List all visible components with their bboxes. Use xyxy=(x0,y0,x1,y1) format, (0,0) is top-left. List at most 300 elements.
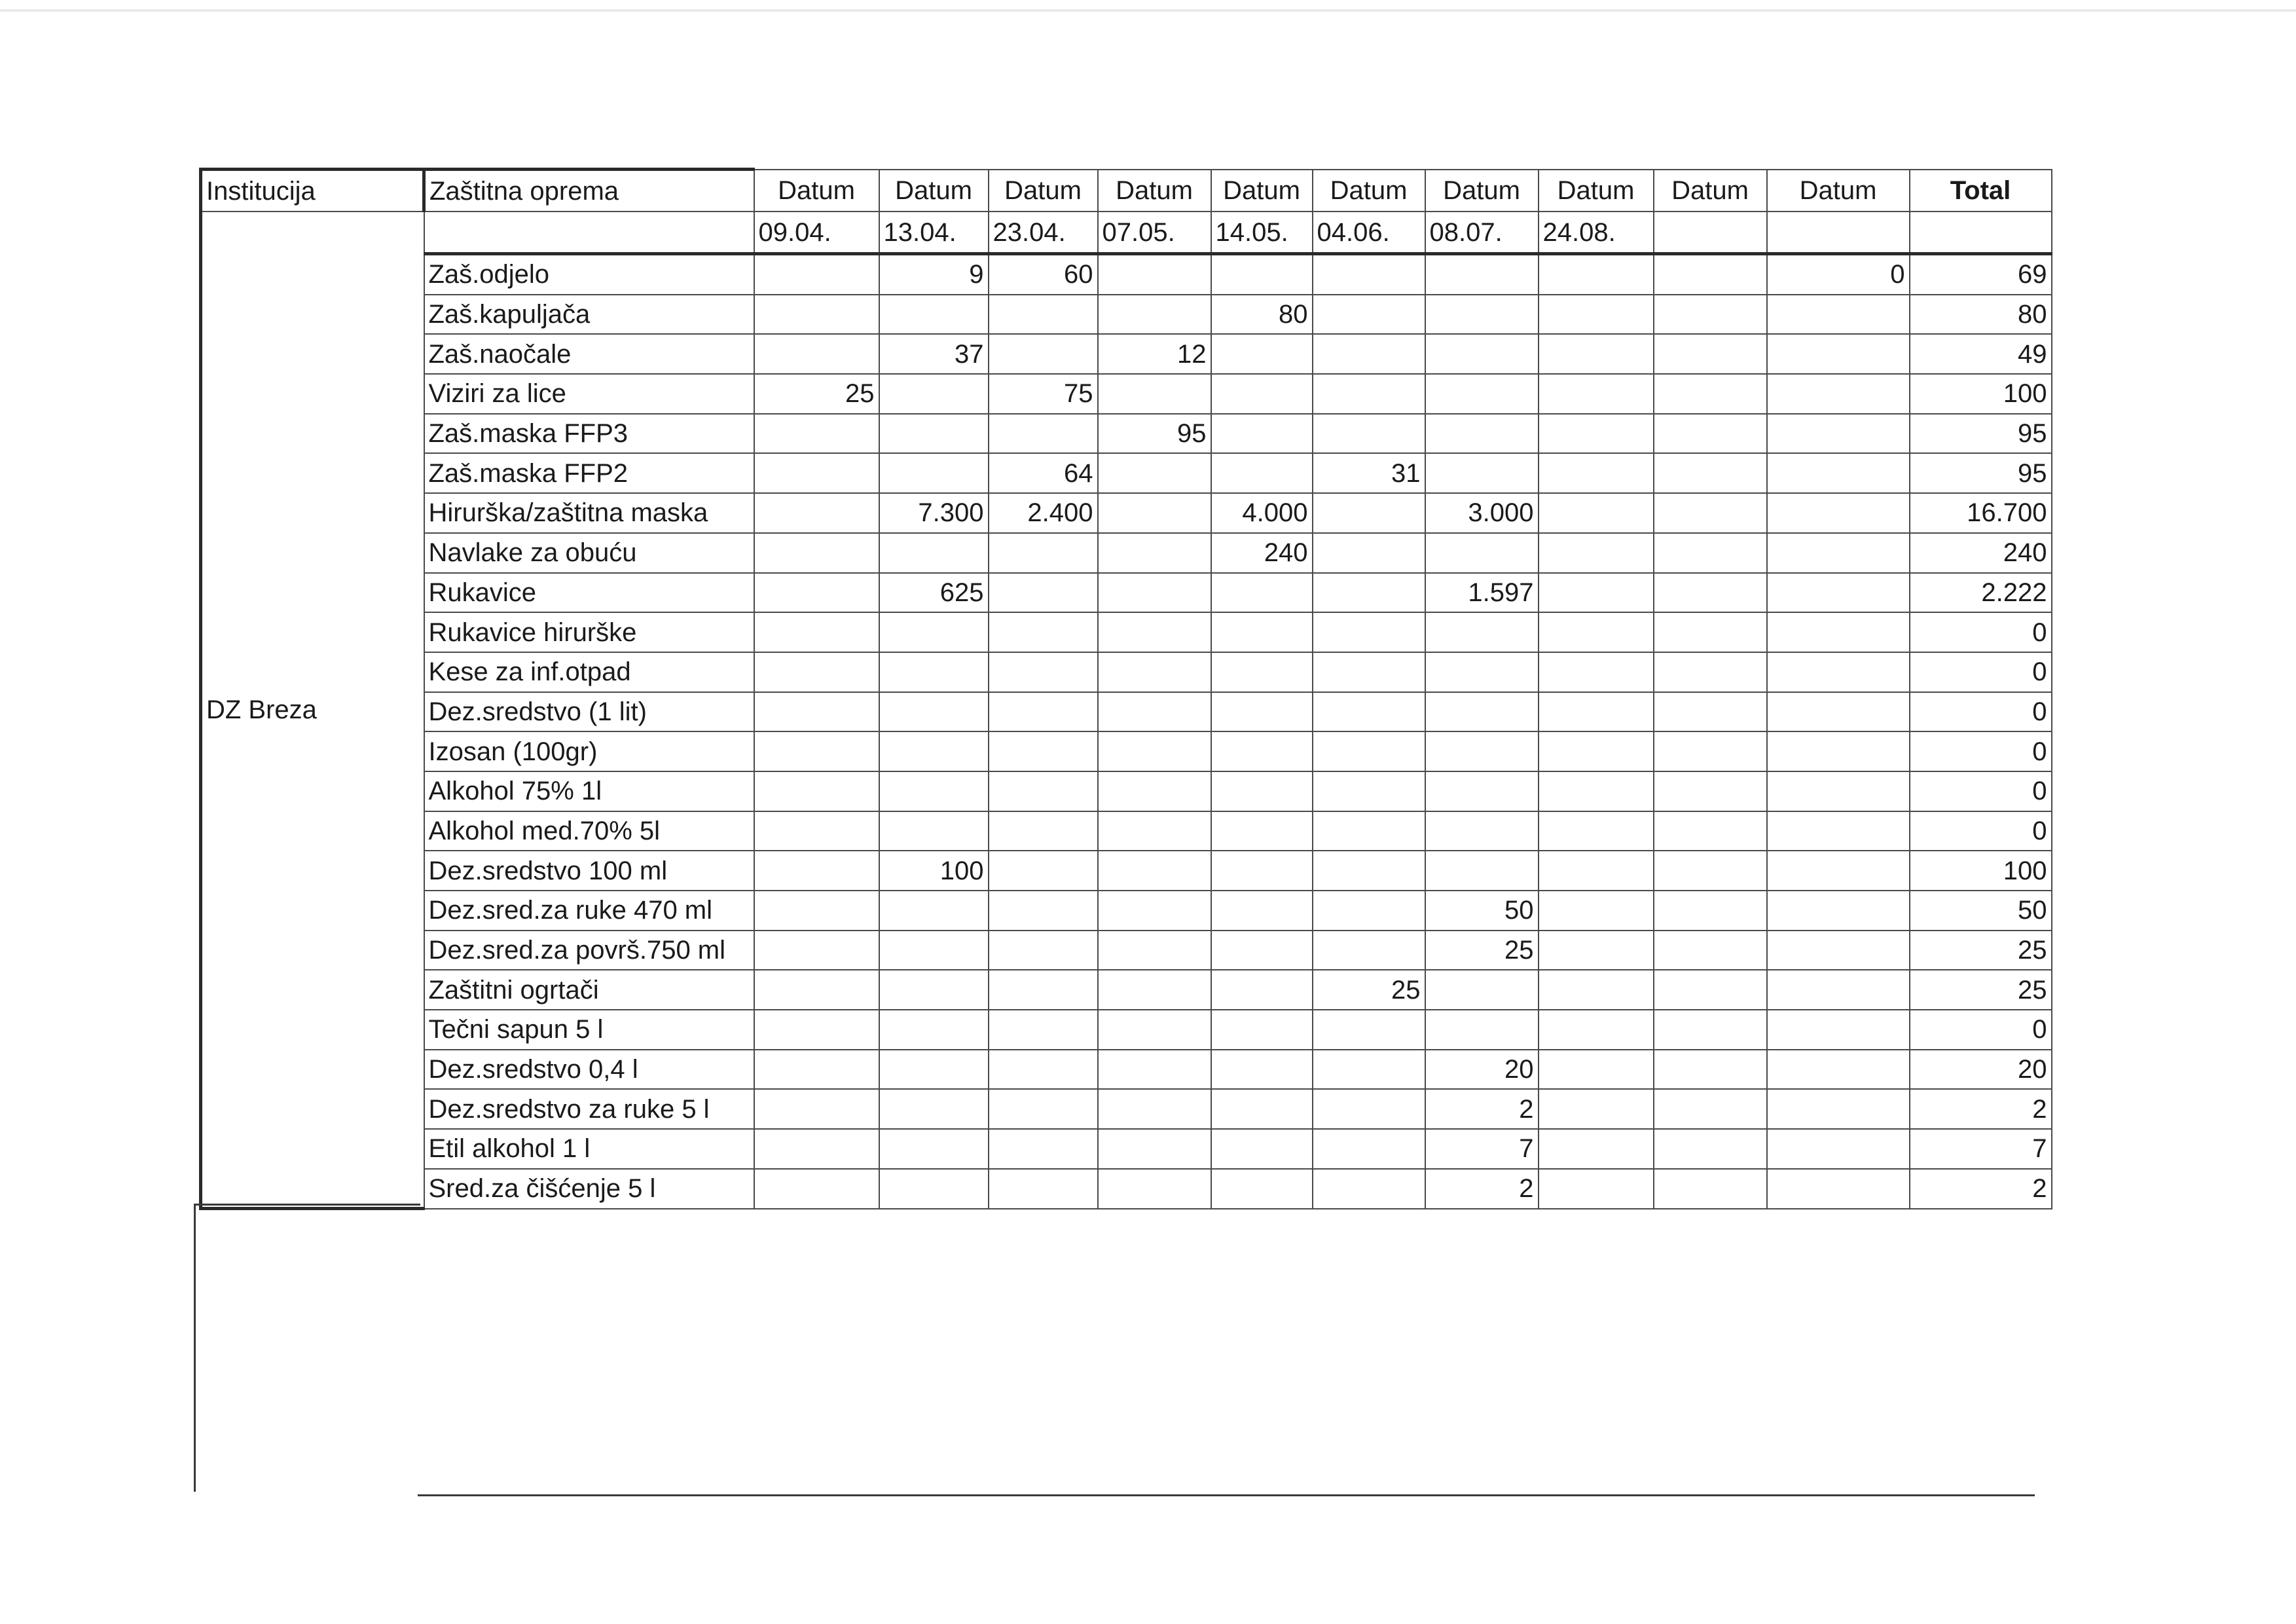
quantity-cell xyxy=(1539,1169,1654,1209)
date-header: Datum xyxy=(1211,170,1313,212)
quantity-cell xyxy=(1425,374,1539,414)
quantity-cell xyxy=(1539,811,1654,851)
table-row xyxy=(201,612,2052,652)
quantity-cell xyxy=(1313,891,1425,931)
equipment-table xyxy=(199,168,2052,1210)
quantity-cell xyxy=(879,1089,989,1129)
quantity-cell xyxy=(1654,573,1767,613)
quantity-cell xyxy=(1425,851,1539,891)
table-row xyxy=(201,771,2052,811)
quantity-cell: 25 xyxy=(1425,931,1539,970)
total-cell: 69 xyxy=(1910,254,2052,295)
quantity-cell xyxy=(1098,1169,1211,1209)
quantity-cell xyxy=(1767,1129,1910,1169)
quantity-cell xyxy=(1211,692,1313,732)
date-header: Datum xyxy=(989,170,1098,212)
quantity-cell: 625 xyxy=(879,573,989,613)
quantity-cell: 3.000 xyxy=(1425,493,1539,533)
quantity-cell xyxy=(989,1129,1098,1169)
quantity-cell: 64 xyxy=(989,453,1098,493)
date-value: 24.08. xyxy=(1539,212,1654,254)
total-cell: 0 xyxy=(1910,811,2052,851)
quantity-cell xyxy=(879,652,989,692)
quantity-cell xyxy=(1098,652,1211,692)
quantity-cell xyxy=(1767,1089,1910,1129)
date-header: Datum xyxy=(1098,170,1211,212)
equipment-name: Zaš.kapuljača xyxy=(424,295,754,335)
quantity-cell xyxy=(989,295,1098,335)
quantity-cell xyxy=(879,533,989,573)
equipment-name: Kese za inf.otpad xyxy=(424,652,754,692)
quantity-cell xyxy=(1211,811,1313,851)
quantity-cell xyxy=(1539,652,1654,692)
quantity-cell xyxy=(754,533,879,573)
quantity-cell xyxy=(1767,612,1910,652)
quantity-cell xyxy=(1098,931,1211,970)
table-row xyxy=(201,851,2052,891)
quantity-cell: 100 xyxy=(879,851,989,891)
total-cell: 2 xyxy=(1910,1089,2052,1129)
quantity-cell: 37 xyxy=(879,334,989,374)
total-cell: 100 xyxy=(1910,851,2052,891)
quantity-cell xyxy=(1539,493,1654,533)
quantity-cell xyxy=(989,1050,1098,1090)
quantity-cell xyxy=(1539,374,1654,414)
quantity-cell xyxy=(1767,931,1910,970)
quantity-cell xyxy=(1425,811,1539,851)
quantity-cell xyxy=(989,414,1098,454)
quantity-cell xyxy=(1654,851,1767,891)
quantity-cell: 4.000 xyxy=(1211,493,1313,533)
equipment-name: Zaš.maska FFP2 xyxy=(424,453,754,493)
table-row xyxy=(201,811,2052,851)
total-cell: 95 xyxy=(1910,453,2052,493)
total-cell: 80 xyxy=(1910,295,2052,335)
quantity-cell xyxy=(1654,374,1767,414)
equipment-name: Alkohol 75% 1l xyxy=(424,771,754,811)
left-border-line xyxy=(194,1204,196,1492)
table-row xyxy=(201,731,2052,771)
quantity-cell: 9 xyxy=(879,254,989,295)
quantity-cell xyxy=(989,334,1098,374)
quantity-cell xyxy=(1313,1129,1425,1169)
quantity-cell xyxy=(1098,811,1211,851)
quantity-cell xyxy=(754,731,879,771)
quantity-cell xyxy=(1767,731,1910,771)
quantity-cell xyxy=(754,652,879,692)
table-row xyxy=(201,254,2052,295)
quantity-cell xyxy=(1767,374,1910,414)
table-row xyxy=(201,970,2052,1010)
date-value: 08.07. xyxy=(1425,212,1539,254)
scan-edge-line xyxy=(0,9,2296,12)
quantity-cell xyxy=(754,811,879,851)
quantity-cell xyxy=(1313,1010,1425,1050)
equipment-name: Sred.za čišćenje 5 l xyxy=(424,1169,754,1209)
institution-name: DZ Breza xyxy=(206,695,317,724)
quantity-cell xyxy=(1313,731,1425,771)
quantity-cell xyxy=(1539,970,1654,1010)
equipment-name: Etil alkohol 1 l xyxy=(424,1129,754,1169)
date-header: Datum xyxy=(1539,170,1654,212)
quantity-cell xyxy=(754,1169,879,1209)
equipment-name: Dez.sredstvo 100 ml xyxy=(424,851,754,891)
institution-header: Institucija xyxy=(201,170,424,212)
equipment-subheader xyxy=(424,212,754,254)
quantity-cell xyxy=(1767,692,1910,732)
equipment-name: Zaš.maska FFP3 xyxy=(424,414,754,454)
table-row xyxy=(201,1169,2052,1209)
date-value: 07.05. xyxy=(1098,212,1211,254)
quantity-cell xyxy=(1211,254,1313,295)
quantity-cell xyxy=(1313,493,1425,533)
quantity-cell xyxy=(989,771,1098,811)
quantity-cell xyxy=(879,374,989,414)
quantity-cell xyxy=(1211,1169,1313,1209)
quantity-cell xyxy=(1654,811,1767,851)
quantity-cell xyxy=(989,652,1098,692)
quantity-cell xyxy=(1313,1169,1425,1209)
quantity-cell: 12 xyxy=(1098,334,1211,374)
quantity-cell xyxy=(1539,891,1654,931)
quantity-cell xyxy=(1313,334,1425,374)
quantity-cell xyxy=(754,891,879,931)
quantity-cell xyxy=(754,334,879,374)
date-row xyxy=(201,212,2052,254)
quantity-cell xyxy=(1313,811,1425,851)
quantity-cell xyxy=(989,612,1098,652)
quantity-cell xyxy=(1211,1089,1313,1129)
quantity-cell xyxy=(989,692,1098,732)
quantity-cell xyxy=(1539,851,1654,891)
date-value xyxy=(1654,212,1767,254)
quantity-cell: 25 xyxy=(1313,970,1425,1010)
quantity-cell xyxy=(1313,533,1425,573)
date-header: Datum xyxy=(879,170,989,212)
quantity-cell xyxy=(754,612,879,652)
quantity-cell xyxy=(1098,692,1211,732)
quantity-cell xyxy=(1539,612,1654,652)
quantity-cell xyxy=(1539,692,1654,732)
quantity-cell xyxy=(1211,851,1313,891)
date-value: 14.05. xyxy=(1211,212,1313,254)
quantity-cell xyxy=(1767,295,1910,335)
quantity-cell: 2 xyxy=(1425,1089,1539,1129)
quantity-cell xyxy=(1539,573,1654,613)
date-value: 09.04. xyxy=(754,212,879,254)
quantity-cell: 31 xyxy=(1313,453,1425,493)
quantity-cell xyxy=(1098,1129,1211,1169)
total-cell: 0 xyxy=(1910,652,2052,692)
quantity-cell xyxy=(1211,970,1313,1010)
quantity-cell xyxy=(754,254,879,295)
quantity-cell xyxy=(879,692,989,732)
table-row xyxy=(201,692,2052,732)
quantity-cell xyxy=(989,533,1098,573)
quantity-cell xyxy=(1425,771,1539,811)
quantity-cell xyxy=(1313,254,1425,295)
quantity-cell xyxy=(1539,334,1654,374)
quantity-cell: 1.597 xyxy=(1425,573,1539,613)
table-bottom-line xyxy=(194,1204,420,1206)
table-row xyxy=(201,652,2052,692)
quantity-cell xyxy=(1098,254,1211,295)
quantity-cell xyxy=(1654,254,1767,295)
quantity-cell xyxy=(1654,453,1767,493)
quantity-cell xyxy=(754,493,879,533)
quantity-cell xyxy=(1654,891,1767,931)
quantity-cell xyxy=(1654,970,1767,1010)
quantity-cell xyxy=(879,811,989,851)
quantity-cell xyxy=(1211,334,1313,374)
quantity-cell xyxy=(1211,573,1313,613)
quantity-cell xyxy=(754,453,879,493)
quantity-cell xyxy=(989,1089,1098,1129)
quantity-cell xyxy=(879,612,989,652)
table-row xyxy=(201,453,2052,493)
quantity-cell xyxy=(1767,573,1910,613)
date-value: 23.04. xyxy=(989,212,1098,254)
quantity-cell xyxy=(1767,811,1910,851)
quantity-cell xyxy=(1098,970,1211,1010)
quantity-cell xyxy=(1425,533,1539,573)
quantity-cell xyxy=(1539,533,1654,573)
date-header: Datum xyxy=(1313,170,1425,212)
quantity-cell xyxy=(1425,453,1539,493)
quantity-cell xyxy=(1654,652,1767,692)
quantity-cell xyxy=(989,573,1098,613)
quantity-cell xyxy=(1539,771,1654,811)
quantity-cell xyxy=(1767,533,1910,573)
quantity-cell xyxy=(1098,851,1211,891)
equipment-name: Alkohol med.70% 5l xyxy=(424,811,754,851)
quantity-cell xyxy=(1539,1089,1654,1129)
total-cell: 240 xyxy=(1910,533,2052,573)
date-header: Datum xyxy=(1425,170,1539,212)
equipment-name: Zaš.odjelo xyxy=(424,254,754,295)
quantity-cell xyxy=(1313,295,1425,335)
quantity-cell xyxy=(754,771,879,811)
equipment-name: Zaš.naočale xyxy=(424,334,754,374)
quantity-cell xyxy=(1425,652,1539,692)
quantity-cell xyxy=(879,931,989,970)
quantity-cell xyxy=(1767,453,1910,493)
table-row xyxy=(201,1129,2052,1169)
quantity-cell: 240 xyxy=(1211,533,1313,573)
quantity-cell xyxy=(1425,254,1539,295)
quantity-cell xyxy=(1211,931,1313,970)
quantity-cell xyxy=(1654,931,1767,970)
equipment-name: Viziri za lice xyxy=(424,374,754,414)
quantity-cell xyxy=(1425,295,1539,335)
quantity-cell: 2.400 xyxy=(989,493,1098,533)
quantity-cell xyxy=(1539,931,1654,970)
quantity-cell: 0 xyxy=(1767,254,1910,295)
quantity-cell xyxy=(989,1169,1098,1209)
quantity-cell xyxy=(1211,891,1313,931)
equipment-name: Dez.sredstvo za ruke 5 l xyxy=(424,1089,754,1129)
quantity-cell xyxy=(879,1010,989,1050)
quantity-cell xyxy=(1211,731,1313,771)
quantity-cell xyxy=(1654,771,1767,811)
quantity-cell xyxy=(1425,414,1539,454)
quantity-cell xyxy=(754,295,879,335)
quantity-cell xyxy=(879,1129,989,1169)
quantity-cell xyxy=(1539,731,1654,771)
quantity-cell xyxy=(879,771,989,811)
quantity-cell xyxy=(1098,533,1211,573)
equipment-name: Hirurška/zaštitna maska xyxy=(424,493,754,533)
quantity-cell xyxy=(1767,891,1910,931)
quantity-cell: 80 xyxy=(1211,295,1313,335)
table-row xyxy=(201,533,2052,573)
quantity-cell xyxy=(1211,771,1313,811)
quantity-cell: 75 xyxy=(989,374,1098,414)
equipment-name: Dez.sredstvo 0,4 l xyxy=(424,1050,754,1090)
quantity-cell xyxy=(879,453,989,493)
quantity-cell: 20 xyxy=(1425,1050,1539,1090)
quantity-cell xyxy=(1539,1050,1654,1090)
quantity-cell xyxy=(989,891,1098,931)
quantity-cell xyxy=(1098,374,1211,414)
quantity-cell xyxy=(879,295,989,335)
table-row xyxy=(201,1050,2052,1090)
total-cell: 16.700 xyxy=(1910,493,2052,533)
quantity-cell xyxy=(1767,334,1910,374)
date-value: 04.06. xyxy=(1313,212,1425,254)
quantity-cell xyxy=(1098,453,1211,493)
quantity-cell xyxy=(1767,1050,1910,1090)
quantity-cell xyxy=(1654,1010,1767,1050)
quantity-cell xyxy=(1654,692,1767,732)
quantity-cell xyxy=(1098,771,1211,811)
total-cell: 49 xyxy=(1910,334,2052,374)
quantity-cell xyxy=(1654,334,1767,374)
date-value xyxy=(1767,212,1910,254)
equipment-name: Zaštitni ogrtači xyxy=(424,970,754,1010)
quantity-cell xyxy=(1425,1010,1539,1050)
total-cell: 50 xyxy=(1910,891,2052,931)
equipment-name: Tečni sapun 5 l xyxy=(424,1010,754,1050)
quantity-cell xyxy=(754,1129,879,1169)
table-row xyxy=(201,573,2052,613)
quantity-cell xyxy=(1313,652,1425,692)
quantity-cell xyxy=(1313,931,1425,970)
bottom-border-line xyxy=(418,1494,2035,1496)
quantity-cell xyxy=(1767,652,1910,692)
quantity-cell xyxy=(1098,573,1211,613)
quantity-cell xyxy=(1313,771,1425,811)
quantity-cell xyxy=(1211,652,1313,692)
quantity-cell xyxy=(754,692,879,732)
quantity-cell xyxy=(754,1089,879,1129)
quantity-cell xyxy=(989,811,1098,851)
quantity-cell xyxy=(1098,612,1211,652)
quantity-cell xyxy=(1098,1050,1211,1090)
quantity-cell xyxy=(1767,414,1910,454)
quantity-cell xyxy=(1767,493,1910,533)
quantity-cell xyxy=(1654,414,1767,454)
table-row xyxy=(201,931,2052,970)
quantity-cell: 7 xyxy=(1425,1129,1539,1169)
quantity-cell xyxy=(1425,334,1539,374)
quantity-cell xyxy=(1211,1050,1313,1090)
quantity-cell xyxy=(989,1010,1098,1050)
quantity-cell xyxy=(1098,731,1211,771)
quantity-cell xyxy=(1425,612,1539,652)
total-header: Total xyxy=(1910,170,2052,212)
quantity-cell xyxy=(1211,414,1313,454)
quantity-cell xyxy=(1654,1129,1767,1169)
total-cell: 2.222 xyxy=(1910,573,2052,613)
quantity-cell xyxy=(1313,1050,1425,1090)
quantity-cell xyxy=(1539,254,1654,295)
equipment-name: Rukavice xyxy=(424,573,754,613)
total-cell: 25 xyxy=(1910,970,2052,1010)
quantity-cell xyxy=(1211,453,1313,493)
quantity-cell xyxy=(1098,891,1211,931)
quantity-cell xyxy=(1539,1129,1654,1169)
quantity-cell xyxy=(754,1010,879,1050)
quantity-cell xyxy=(879,970,989,1010)
quantity-cell xyxy=(1539,1010,1654,1050)
date-header: Datum xyxy=(1654,170,1767,212)
quantity-cell xyxy=(1211,1129,1313,1169)
total-cell: 0 xyxy=(1910,692,2052,732)
equipment-name: Dez.sred.za površ.750 ml xyxy=(424,931,754,970)
quantity-cell xyxy=(1313,851,1425,891)
quantity-cell xyxy=(1654,612,1767,652)
equipment-name: Navlake za obuću xyxy=(424,533,754,573)
total-cell: 95 xyxy=(1910,414,2052,454)
quantity-cell: 60 xyxy=(989,254,1098,295)
total-cell: 0 xyxy=(1910,1010,2052,1050)
quantity-cell xyxy=(1425,970,1539,1010)
quantity-cell xyxy=(1211,374,1313,414)
quantity-cell xyxy=(879,891,989,931)
total-cell: 7 xyxy=(1910,1129,2052,1169)
quantity-cell: 7.300 xyxy=(879,493,989,533)
table-row xyxy=(201,334,2052,374)
quantity-cell xyxy=(754,970,879,1010)
quantity-cell xyxy=(1313,1089,1425,1129)
quantity-cell xyxy=(989,931,1098,970)
quantity-cell xyxy=(1098,493,1211,533)
table-row xyxy=(201,295,2052,335)
total-cell: 25 xyxy=(1910,931,2052,970)
quantity-cell xyxy=(1654,533,1767,573)
quantity-cell xyxy=(1767,851,1910,891)
equipment-name: Rukavice hirurške xyxy=(424,612,754,652)
table-row xyxy=(201,414,2052,454)
quantity-cell xyxy=(989,731,1098,771)
quantity-cell xyxy=(1654,493,1767,533)
total-subheader xyxy=(1910,212,2052,254)
quantity-cell xyxy=(754,573,879,613)
quantity-cell xyxy=(989,970,1098,1010)
total-cell: 0 xyxy=(1910,731,2052,771)
quantity-cell xyxy=(1539,453,1654,493)
quantity-cell xyxy=(1654,1169,1767,1209)
equipment-name: Dez.sred.za ruke 470 ml xyxy=(424,891,754,931)
quantity-cell: 2 xyxy=(1425,1169,1539,1209)
header-row xyxy=(201,170,2052,212)
total-cell: 2 xyxy=(1910,1169,2052,1209)
quantity-cell xyxy=(879,1050,989,1090)
quantity-cell xyxy=(1654,731,1767,771)
quantity-cell xyxy=(754,851,879,891)
date-header: Datum xyxy=(754,170,879,212)
